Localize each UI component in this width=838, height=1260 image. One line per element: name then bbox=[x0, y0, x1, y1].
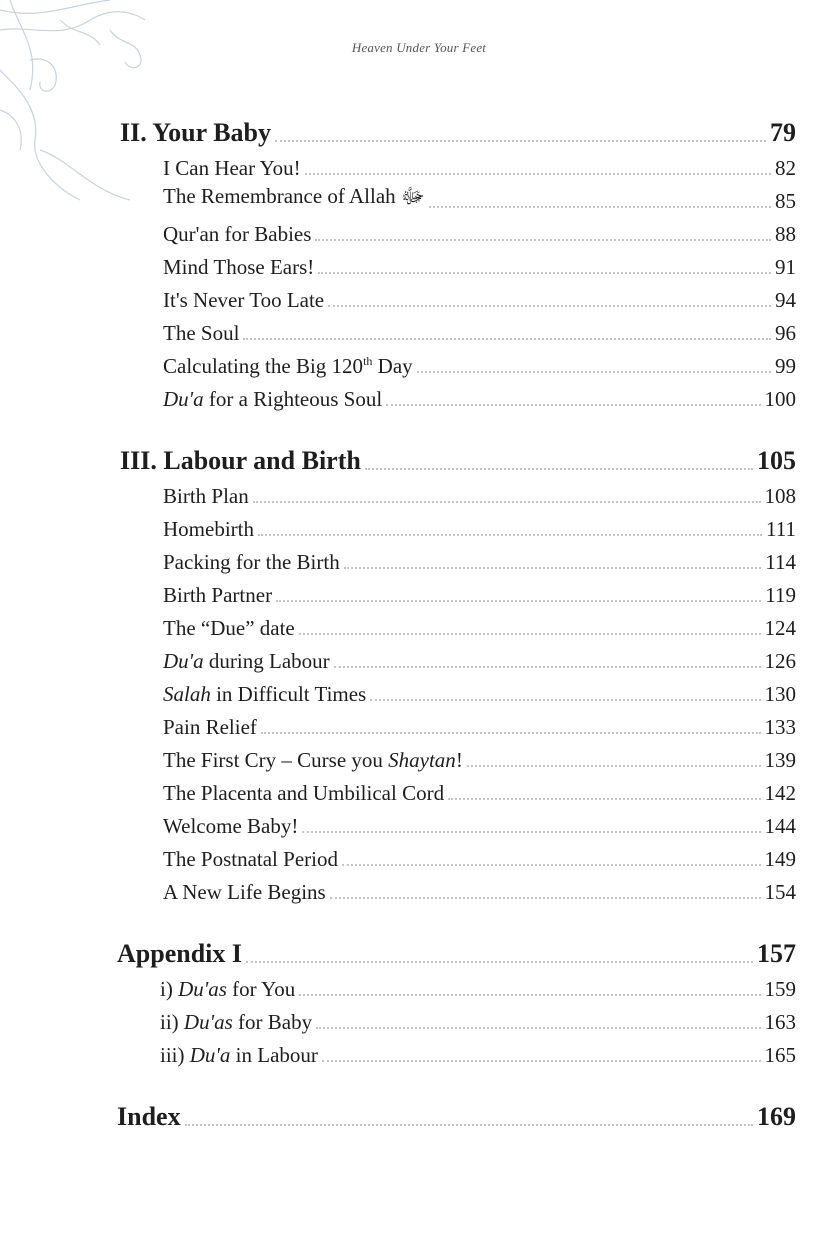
dot-leader bbox=[276, 600, 761, 602]
dot-leader bbox=[299, 633, 761, 635]
entry-page: 111 bbox=[766, 517, 796, 541]
toc-entry bbox=[163, 872, 796, 905]
entry-title: The Placenta and Umbilical Cord bbox=[163, 781, 445, 805]
dot-leader bbox=[316, 1027, 760, 1029]
dot-leader bbox=[322, 1060, 761, 1062]
dot-leader bbox=[258, 534, 762, 536]
dot-leader bbox=[330, 897, 761, 899]
entry-page: 94 bbox=[775, 288, 796, 312]
entry-page: 114 bbox=[765, 550, 796, 574]
entry-title bbox=[160, 977, 295, 1002]
dot-leader bbox=[328, 305, 771, 307]
dot-leader bbox=[243, 338, 771, 340]
entry-title: I Can Hear You! bbox=[163, 156, 301, 180]
entry-title-rest: for You bbox=[226, 977, 296, 1001]
entry-title: Welcome Baby! bbox=[163, 814, 299, 838]
entry-page: 126 bbox=[764, 649, 796, 673]
section-gap bbox=[0, 905, 838, 929]
entry-title bbox=[160, 1043, 318, 1068]
entry-title bbox=[163, 649, 330, 674]
entry-title: The Soul bbox=[163, 321, 240, 345]
entry-title-sup: th bbox=[363, 354, 373, 368]
dot-leader bbox=[315, 239, 771, 241]
entry-title-after: Day bbox=[372, 354, 413, 378]
toc-entry bbox=[163, 181, 796, 214]
entry-title-italic: Du'as bbox=[178, 977, 227, 1001]
entry-page: 85 bbox=[775, 189, 796, 213]
section-gap bbox=[0, 1068, 838, 1092]
dot-leader bbox=[318, 272, 771, 274]
dot-leader bbox=[275, 140, 766, 142]
toc-heading bbox=[120, 108, 796, 148]
dot-leader bbox=[342, 864, 761, 866]
entry-title: The “Due” date bbox=[163, 616, 295, 640]
entry-title: The Postnatal Period bbox=[163, 847, 338, 871]
toc-entry bbox=[163, 674, 796, 707]
toc-entry bbox=[163, 509, 796, 542]
dot-leader bbox=[185, 1124, 753, 1126]
dot-leader bbox=[302, 831, 760, 833]
entry-page: 142 bbox=[764, 781, 796, 805]
dot-leader bbox=[429, 206, 771, 208]
entry-prefix: iii) bbox=[160, 1043, 190, 1067]
entry-title bbox=[163, 387, 382, 412]
entry-page: 96 bbox=[775, 321, 796, 345]
heading-title: Index bbox=[117, 1102, 181, 1131]
entry-title-italic: Salah bbox=[163, 682, 211, 706]
entry-title: Qur'an for Babies bbox=[163, 222, 312, 246]
entry-page: 124 bbox=[764, 616, 796, 640]
dot-leader bbox=[305, 173, 771, 175]
heading-page: 169 bbox=[757, 1102, 796, 1131]
entry-title-italic: Du'a bbox=[163, 387, 204, 411]
dot-leader bbox=[467, 765, 761, 767]
entry-prefix: i) bbox=[160, 977, 179, 1001]
entry-title: It's Never Too Late bbox=[163, 288, 325, 312]
entry-page: 108 bbox=[764, 484, 796, 508]
entry-title: A New Life Begins bbox=[163, 880, 326, 904]
entry-title bbox=[163, 682, 366, 707]
toc-entry bbox=[160, 969, 796, 1002]
entry-page: 139 bbox=[764, 748, 796, 772]
entry-title: Birth Partner bbox=[163, 583, 273, 607]
toc-entry bbox=[163, 839, 796, 872]
entry-page: 119 bbox=[765, 583, 796, 607]
entry-page: 159 bbox=[764, 977, 796, 1001]
entry-title-before: Calculating the Big 120 bbox=[163, 354, 364, 378]
entry-title-italic: Shaytan bbox=[388, 748, 456, 772]
toc-entry bbox=[160, 1002, 796, 1035]
entry-title-italic: Du'as bbox=[183, 1010, 233, 1034]
toc-entry bbox=[163, 575, 796, 608]
toc-heading bbox=[117, 929, 796, 969]
toc-section-labour-and-birth bbox=[0, 436, 838, 905]
entry-page: 100 bbox=[764, 387, 796, 411]
toc-section-appendix bbox=[0, 929, 838, 1068]
heading-page: 79 bbox=[770, 118, 796, 147]
entry-title-text: The Remembrance of Allah bbox=[163, 184, 396, 208]
entry-title bbox=[160, 1010, 312, 1035]
entry-page: 163 bbox=[764, 1010, 796, 1034]
dot-leader bbox=[261, 732, 761, 734]
entry-title-rest: for Baby bbox=[232, 1010, 313, 1034]
toc-heading bbox=[117, 1092, 796, 1132]
entry-title-italic: Du'a bbox=[163, 649, 204, 673]
entry-title-rest: in Labour bbox=[230, 1043, 318, 1067]
toc-entry bbox=[163, 214, 796, 247]
toc-entry bbox=[160, 1035, 796, 1068]
heading-page: 157 bbox=[757, 939, 796, 968]
toc-entry bbox=[163, 476, 796, 509]
entry-title-before: The First Cry – Curse you bbox=[163, 748, 389, 772]
running-head: Heaven Under Your Feet bbox=[351, 40, 487, 55]
toc-entry bbox=[163, 379, 796, 412]
entry-page: 88 bbox=[775, 222, 796, 246]
toc-entry bbox=[163, 148, 796, 181]
entry-title-rest: for a Righteous Soul bbox=[203, 387, 383, 411]
toc-entry bbox=[163, 608, 796, 641]
table-of-contents bbox=[0, 108, 838, 1132]
entry-title-rest: in Difficult Times bbox=[210, 682, 367, 706]
toc-entry bbox=[163, 247, 796, 280]
entry-title: Birth Plan bbox=[163, 484, 249, 508]
entry-page: 165 bbox=[764, 1043, 796, 1067]
entry-prefix: ii) bbox=[160, 1010, 184, 1034]
entry-page: 130 bbox=[764, 682, 796, 706]
entry-title: Pain Relief bbox=[163, 715, 257, 739]
entry-title bbox=[163, 183, 425, 214]
dot-leader bbox=[386, 404, 760, 406]
allah-honorific-glyph: ﷻ bbox=[400, 184, 425, 208]
entry-page: 82 bbox=[775, 156, 796, 180]
toc-entry bbox=[163, 346, 796, 379]
toc-entry bbox=[163, 542, 796, 575]
toc-section-index bbox=[0, 1092, 838, 1132]
dot-leader bbox=[417, 371, 771, 373]
entry-title: Homebirth bbox=[163, 517, 254, 541]
heading-page: 105 bbox=[757, 446, 796, 475]
toc-entry bbox=[163, 773, 796, 806]
dot-leader bbox=[299, 994, 760, 996]
toc-entry bbox=[163, 707, 796, 740]
dot-leader bbox=[253, 501, 761, 503]
entry-page: 144 bbox=[764, 814, 796, 838]
toc-entry bbox=[163, 641, 796, 674]
entry-title-italic: Du'a bbox=[189, 1043, 231, 1067]
entry-page: 99 bbox=[775, 354, 796, 378]
entry-page: 133 bbox=[764, 715, 796, 739]
entry-title: Mind Those Ears! bbox=[163, 255, 315, 279]
dot-leader bbox=[246, 961, 753, 963]
toc-heading bbox=[120, 436, 796, 476]
entry-title-rest: during Labour bbox=[203, 649, 330, 673]
dot-leader bbox=[344, 567, 762, 569]
entry-page: 91 bbox=[775, 255, 796, 279]
toc-entry bbox=[163, 806, 796, 839]
heading-title: III. Labour and Birth bbox=[120, 446, 361, 475]
entry-title bbox=[163, 748, 463, 773]
entry-title bbox=[163, 354, 413, 379]
section-gap bbox=[0, 412, 838, 436]
dot-leader bbox=[334, 666, 761, 668]
dot-leader bbox=[448, 798, 760, 800]
toc-section-your-baby bbox=[0, 108, 838, 412]
toc-entry bbox=[163, 280, 796, 313]
entry-page: 154 bbox=[764, 880, 796, 904]
entry-title-after: ! bbox=[455, 748, 463, 772]
heading-title: Appendix I bbox=[117, 939, 242, 968]
dot-leader bbox=[370, 699, 760, 701]
dot-leader bbox=[365, 468, 753, 470]
toc-entry bbox=[163, 740, 796, 773]
heading-title: II. Your Baby bbox=[120, 118, 271, 147]
entry-title: Packing for the Birth bbox=[163, 550, 340, 574]
toc-entry bbox=[163, 313, 796, 346]
entry-page: 149 bbox=[764, 847, 796, 871]
